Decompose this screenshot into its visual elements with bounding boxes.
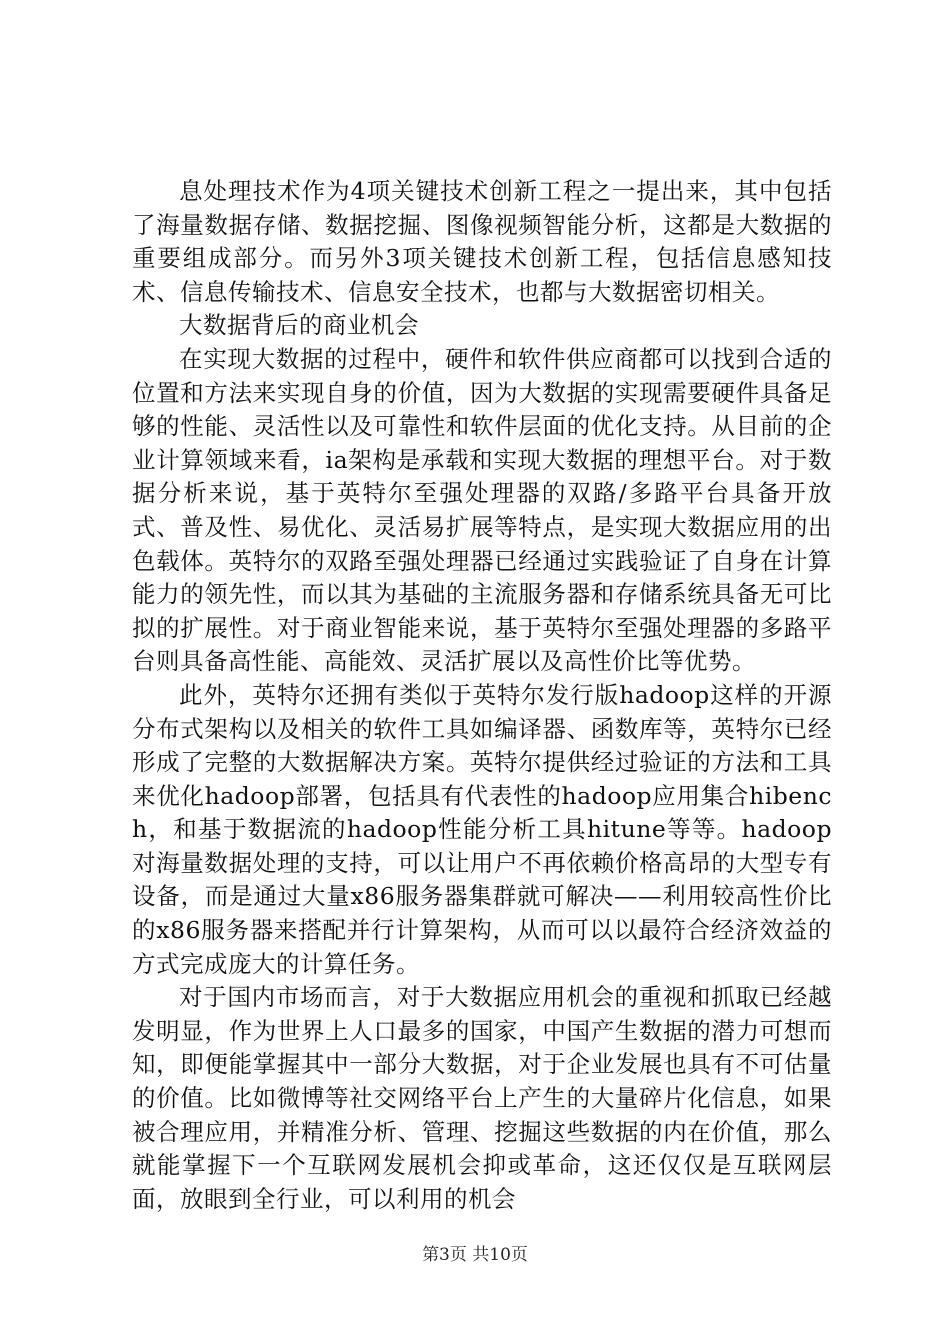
document-body (132, 175, 832, 1216)
section-heading-business-opportunity: 大数据背后的商业机会 (179, 311, 419, 340)
page-footer: 第3页 共10页 (422, 1245, 528, 1265)
paragraph-hardware-software: 在实现大数据的过程中，硬件和软件供应商都可以找到合适的位置和方法来实现自身的价值，因为大数据的实现需要硬件具备足够的性能、灵活性以及可靠性和软件层面的优化支持。从目前的企业计算领域来看，ia架构是承载和实现大数据的理想平台。对于数据分析来说，基于英特尔至强处理器的双路/多路平台具备开放式、普及性、易优化、灵活易扩展等特点，是实现大数据应用的出色载体。英特尔的双路至强处理器已经通过实践验证了自身在计算能力的领先性，而以其为基础的主流服务器和存储系统具备无可比拟的扩展性。对于商业智能来说，基于英特尔至强处理器的多路平台则具备高性能、高能效、灵活扩展以及高性价比等优势。 (132, 344, 832, 676)
paragraph-intel-hadoop: 此外，英特尔还拥有类似于英特尔发行版hadoop这样的开源分布式架构以及相关的软件工具如编译器、函数库等，英特尔已经形成了完整的大数据解决方案。英特尔提供经过验证的方法和工具来优化hadoop部署，包括具有代表性的hadoop应用集合hibench，和基于数据流的hadoop性能分析工具hitune等等。hadoop对海量数据处理的支持，可以让用户不再依赖价格高昂的大型专有设备，而是通过大量x86服务器集群就可解决——利用较高性价比的x86服务器来搭配并行计算架构，从而可以以最符合经济效益的方式完成庞大的计算任务。 (132, 680, 832, 978)
paragraph-domestic-market: 对于国内市场而言，对于大数据应用机会的重视和抓取已经越发明显，作为世界上人口最多的国家，中国产生数据的潜力可想而知，即便能掌握其中一部分大数据，对于企业发展也具有不可估量的价值。比如微博等社交网络平台上产生的大量碎片化信息，如果被合理应用，并精准分析、管理、挖掘这些数据的内在价值，那么就能掌握下一个互联网发展机会抑或革命，这还仅仅是互联网层面，放眼到全行业，可以利用的机会 (132, 983, 832, 1213)
paragraph-info-processing: 息处理技术作为4项关键技术创新工程之一提出来，其中包括了海量数据存储、数据挖掘、图像视频智能分析，这都是大数据的重要组成部分。而另外3项关键技术创新工程，包括信息感知技术、信息传输技术、信息安全技术，也都与大数据密切相关。 (132, 177, 832, 306)
